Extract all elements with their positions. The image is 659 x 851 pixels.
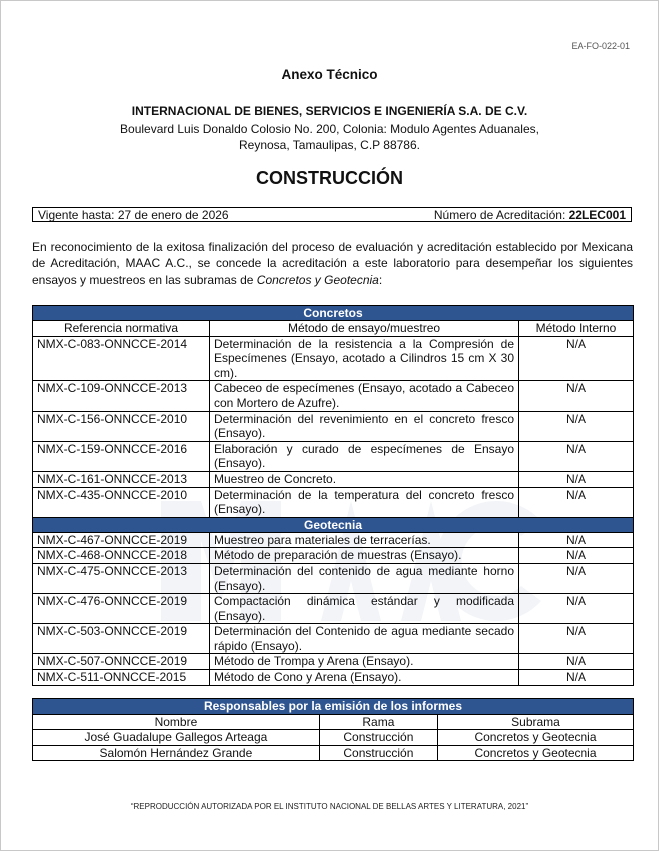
- test-method: Determinación del contenido de agua mediante horno (Ensayo).: [210, 563, 519, 593]
- table-row: [33, 654, 634, 670]
- internal-method: N/A: [519, 594, 634, 624]
- accreditation-number: 22LEC001: [568, 208, 626, 222]
- accreditation-info: [434, 208, 626, 223]
- internal-method: N/A: [519, 654, 634, 670]
- responsibles-title: Responsables por la emisión de los informes: [33, 699, 634, 715]
- column-header-internal: Método Interno: [519, 321, 634, 337]
- internal-method: N/A: [519, 624, 634, 654]
- internal-method: N/A: [519, 563, 634, 593]
- norm-reference: NMX-C-511-ONNCCE-2015: [33, 670, 210, 686]
- norm-reference: NMX-C-156-ONNCCE-2010: [33, 411, 210, 441]
- resp-header-name: Nombre: [33, 714, 320, 730]
- annex-title: Anexo Técnico: [281, 67, 378, 82]
- validity-date: Vigente hasta: 27 de enero de 2026: [38, 208, 229, 222]
- section-header-row: [33, 517, 634, 532]
- table-row: [33, 670, 634, 686]
- company-name: INTERNACIONAL DE BIENES, SERVICIOS E INGENIERÍA S.A. DE C.V.: [131, 104, 528, 118]
- intro-italic: Concretos y Geotecnia: [256, 272, 379, 287]
- norm-reference: NMX-C-507-ONNCCE-2019: [33, 654, 210, 670]
- table-row: [33, 594, 634, 624]
- table-row: [33, 471, 634, 487]
- document-code: EA-FO-022-01: [571, 41, 630, 51]
- norm-reference: NMX-C-159-ONNCCE-2016: [33, 441, 210, 471]
- table-row: [33, 336, 634, 381]
- accreditation-label: Número de Acreditación:: [433, 208, 569, 222]
- table-row: [33, 745, 634, 761]
- test-method: Determinación de la resistencia a la Compresión de Especímenes (Ensayo, acotado a Cilindros 15 cm X 30 cm).: [210, 336, 519, 381]
- resp-subbranch: Concretos y Geotecnia: [437, 730, 633, 746]
- responsibles-table: [32, 698, 634, 761]
- norm-reference: NMX-C-161-ONNCCE-2013: [33, 471, 210, 487]
- table-row: [33, 548, 634, 564]
- intro-paragraph: [32, 239, 633, 288]
- internal-method: N/A: [519, 548, 634, 564]
- internal-method: N/A: [519, 670, 634, 686]
- table-row: [33, 563, 634, 593]
- norm-reference: NMX-C-475-ONNCCE-2013: [33, 563, 210, 593]
- table-row: [33, 624, 634, 654]
- test-method: Elaboración y curado de especímenes de Ensayo (Ensayo).: [210, 441, 519, 471]
- column-header-row: [33, 321, 634, 337]
- internal-method: N/A: [519, 532, 634, 548]
- internal-method: N/A: [519, 411, 634, 441]
- norm-reference: NMX-C-467-ONNCCE-2019: [33, 532, 210, 548]
- column-header-method: Método de ensayo/muestreo: [210, 321, 519, 337]
- address-line-1: Boulevard Luis Donaldo Colosio No. 200, Colonia: Modulo Agentes Aduanales,: [120, 122, 539, 136]
- table-row: [33, 411, 634, 441]
- resp-header-branch: Rama: [319, 714, 437, 730]
- test-method: Muestreo para materiales de terracerías.: [210, 532, 519, 548]
- intro-end: :: [378, 272, 383, 287]
- resp-branch: Construcción: [319, 730, 437, 746]
- resp-header-subbranch: Subrama: [437, 714, 633, 730]
- main-title: CONSTRUCCIÓN: [256, 168, 403, 188]
- resp-name: José Guadalupe Gallegos Arteaga: [33, 730, 320, 746]
- resp-name: Salomón Hernández Grande: [33, 745, 320, 761]
- table-row: [33, 381, 634, 411]
- internal-method: N/A: [519, 336, 634, 381]
- scope-table: [32, 305, 634, 686]
- test-method: Método de preparación de muestras (Ensayo).: [210, 548, 519, 564]
- column-header-ref: Referencia normativa: [33, 321, 210, 337]
- table-row: [33, 730, 634, 746]
- test-method: Compactación dinámica estándar y modificada (Ensayo).: [210, 594, 519, 624]
- company-address: [31, 121, 628, 153]
- section-header-row: [33, 306, 634, 321]
- section-title: Concretos: [33, 306, 634, 321]
- test-method: Determinación de la temperatura del concreto fresco (Ensayo).: [210, 487, 519, 517]
- internal-method: N/A: [519, 381, 634, 411]
- internal-method: N/A: [519, 471, 634, 487]
- test-method: Determinación del Contenido de agua mediante secado rápido (Ensayo).: [210, 624, 519, 654]
- norm-reference: NMX-C-476-ONNCCE-2019: [33, 594, 210, 624]
- norm-reference: NMX-C-109-ONNCCE-2013: [33, 381, 210, 411]
- test-method: Muestreo de Concreto.: [210, 471, 519, 487]
- norm-reference: NMX-C-503-ONNCCE-2019: [33, 624, 210, 654]
- norm-reference: NMX-C-468-ONNCCE-2018: [33, 548, 210, 564]
- resp-branch: Construcción: [319, 745, 437, 761]
- norm-reference: NMX-C-083-ONNCCE-2014: [33, 336, 210, 381]
- intro-text: En reconocimiento de la exitosa finalización del proceso de evaluación y acreditación establecido por Mexicana de Acreditación, MAAC A.C., se concede la acreditación a este laboratorio para desempeñar los siguientes ensayos y muestreos en las subramas de: [32, 240, 633, 287]
- test-method: Método de Cono y Arena (Ensayo).: [210, 670, 519, 686]
- section-title: Geotecnia: [33, 517, 634, 532]
- validity-box: [32, 207, 632, 222]
- internal-method: N/A: [519, 441, 634, 471]
- table-row: [33, 487, 634, 517]
- footer-note: “REPRODUCCIÓN AUTORIZADA POR EL INSTITUTO NACIONAL DE BELLAS ARTES Y LITERATURA, 2021”: [130, 802, 529, 811]
- test-method: Método de Trompa y Arena (Ensayo).: [210, 654, 519, 670]
- resp-subbranch: Concretos y Geotecnia: [437, 745, 633, 761]
- norm-reference: NMX-C-435-ONNCCE-2010: [33, 487, 210, 517]
- test-method: Cabeceo de especímenes (Ensayo, acotado a Cabeceo con Mortero de Azufre).: [210, 381, 519, 411]
- table-row: [33, 441, 634, 471]
- address-line-2: Reynosa, Tamaulipas, C.P 88786.: [238, 138, 420, 152]
- table-row: [33, 532, 634, 548]
- internal-method: N/A: [519, 487, 634, 517]
- test-method: Determinación del revenimiento en el concreto fresco (Ensayo).: [210, 411, 519, 441]
